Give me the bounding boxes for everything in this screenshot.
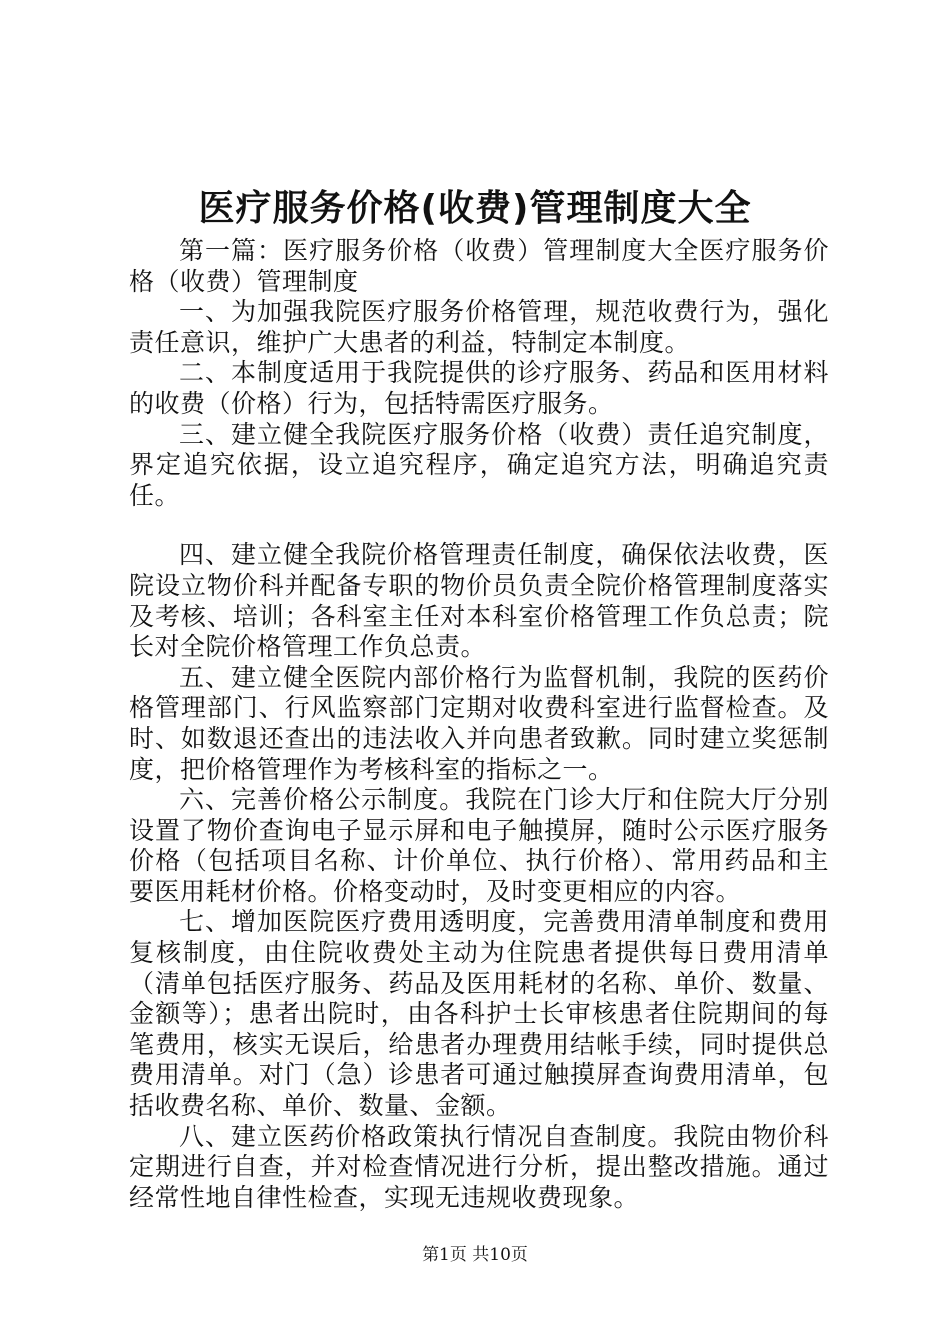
paragraph-2: 二、本制度适用于我院提供的诊疗服务、药品和医用材料的收费（价格）行为，包括特需医疗服务。 [129,358,829,418]
paragraph-5: 五、建立健全医院内部价格行为监督机制，我院的医药价格管理部门、行风监察部门定期对收费科室进行监督检查。及时、如数退还查出的违法收入并向患者致歉。同时建立奖惩制度，把价格管理作为考核科室的指标之一。 [129,662,829,784]
paragraph-8: 八、建立医药价格政策执行情况自查制度。我院由物价科定期进行自查，并对检查情况进行分析，提出整改措施。通过经常性地自律性检查，实现无违规收费现象。 [129,1121,829,1212]
paragraph-heading: 第一篇：医疗服务价格（收费）管理制度大全医疗服务价格（收费）管理制度 [129,236,829,296]
document-title: 医疗服务价格(收费)管理制度大全 [198,188,752,229]
paragraph-3: 三、建立健全我院医疗服务价格（收费）责任追究制度，界定追究依据，设立追究程序，确定追究方法，明确追究责任。 [129,419,829,510]
page-number-footer: 第1页 共10页 [422,1245,528,1265]
paragraph-7: 七、增加医院医疗费用透明度，完善费用清单制度和费用复核制度，由住院收费处主动为住院患者提供每日费用清单（清单包括医疗服务、药品及医用耗材的名称、单价、数量、金额等）；患者出院时，由各科护士长审核患者住院期间的每笔费用，核实无误后，给患者办理费用结帐手续，同时提供总费用清单。对门（急）诊患者可通过触摸屏查询费用清单，包括收费名称、单价、数量、金额。 [129,907,829,1121]
document-body [129,236,829,1213]
paragraph-1: 一、为加强我院医疗服务价格管理，规范收费行为，强化责任意识，维护广大患者的利益，特制定本制度。 [129,297,829,357]
paragraph-6: 六、完善价格公示制度。我院在门诊大厅和住院大厅分别设置了物价查询电子显示屏和电子触摸屏，随时公示医疗服务价格（包括项目名称、计价单位、执行价格）、常用药品和主要医用耗材价格。价格变动时，及时变更相应的内容。 [129,785,829,906]
paragraph-4: 四、建立健全我院价格管理责任制度，确保依法收费，医院设立物价科并配备专职的物价员负责全院价格管理制度落实及考核、培训；各科室主任对本科室价格管理工作负总责；院长对全院价格管理工作负总责。 [129,540,829,662]
